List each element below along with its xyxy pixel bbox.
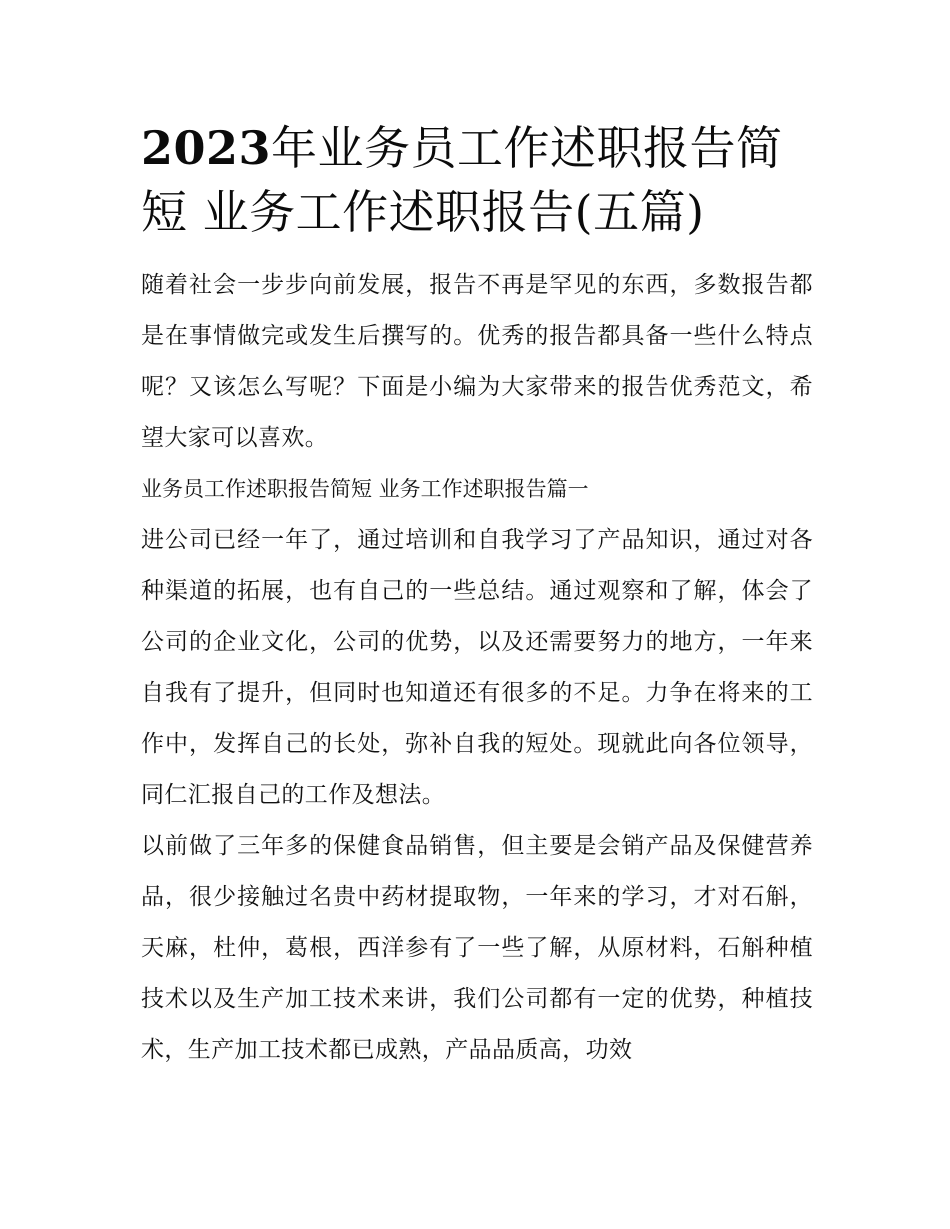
- section-heading: 业务员工作述职报告简短 业务工作述职报告篇一: [141, 477, 589, 501]
- intro-paragraph: 随着社会一步步向前发展，报告不再是罕见的东西，多数报告都是在事情做完或发生后撰写的。优秀的报告都具备一些什么特点呢？又该怎么写呢？下面是小编为大家带来的报告优秀范文，希望大家可以喜欢。: [141, 272, 813, 451]
- document-body: [141, 260, 813, 1076]
- title-year: 2023: [141, 121, 272, 175]
- title-text: 年业务员工作述职报告简短 业务工作述职报告(五篇): [141, 121, 783, 239]
- document-content: [141, 116, 813, 1076]
- document-title: [141, 116, 813, 244]
- body-paragraph-2: 以前做了三年多的保健食品销售，但主要是会销产品及保健营养品，很少接触过名贵中药材提取物，一年来的学习，才对石斛，天麻，杜仲，葛根，西洋参有了一些了解，从原材料，石斛种植技术以及生产加工技术来讲，我们公司都有一定的优势，种植技术，生产加工技术都已成熟，产品品质高，功效: [141, 833, 813, 1063]
- body-paragraph-1: 进公司已经一年了，通过培训和自我学习了产品知识，通过对各种渠道的拓展，也有自己的一些总结。通过观察和了解，体会了公司的企业文化，公司的优势，以及还需要努力的地方，一年来自我有了提升，但同时也知道还有很多的不足。力争在将来的工作中，发挥自己的长处，弥补自我的短处。现就此向各位领导，同仁汇报自己的工作及想法。: [141, 527, 813, 808]
